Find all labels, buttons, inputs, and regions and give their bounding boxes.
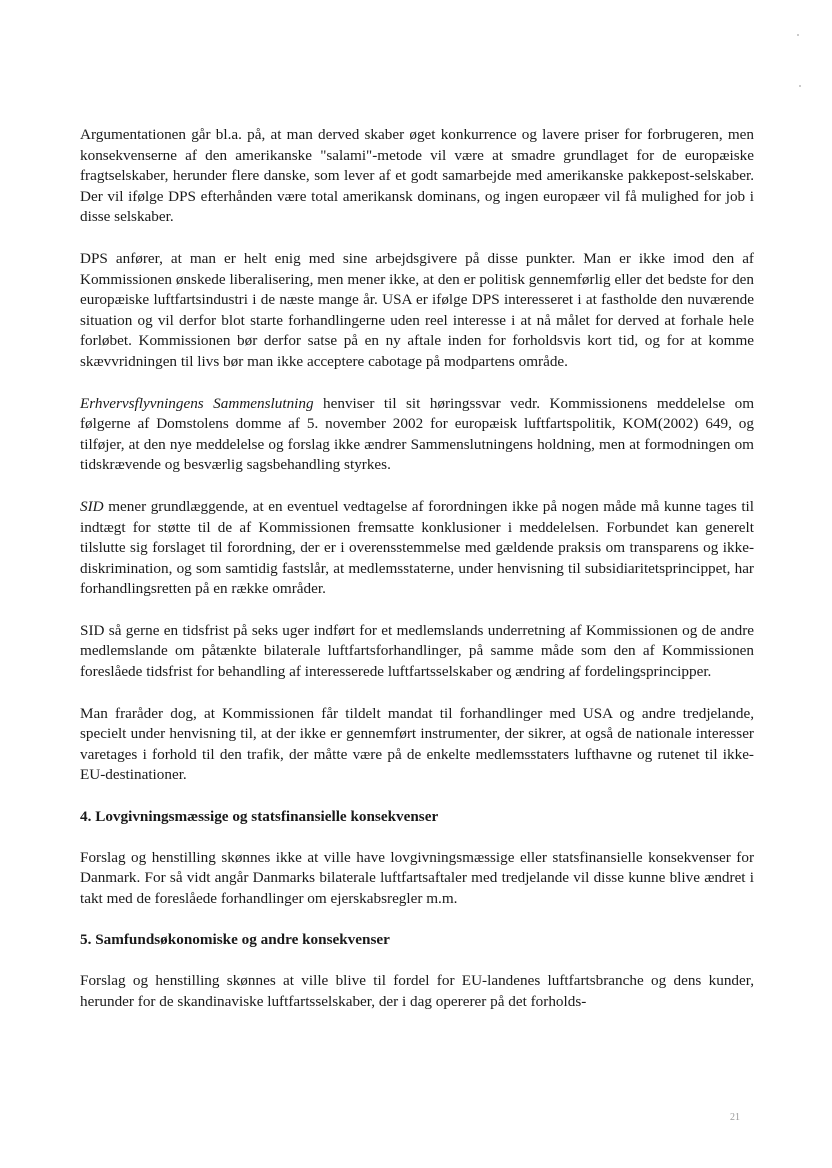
paragraph-argumentation: Argumentationen går bl.a. på, at man derved skaber øget konkurrence og lavere priser for forbrugeren, men konsekvenserne af den amerikanske "salami"-metode vil være at smadre grundlaget for de europæiske fragtselskaber, herunder flere danske, som lever af et godt samarbejde med amerikanske pakkepost-selskaber. Der vil ifølge DPS efterhånden være total amerikansk dominans, og ingen europæer vil få mulighed for job i disse selskaber. [80,126,754,226]
document-body [80,125,754,1012]
paragraph-text: henviser til sit høringssvar vedr. Kommissionens meddelelse om følgerne af Domstolens domme af 5. november 2002 for europæisk luftfartspolitik, KOM(2002) 649, og tilføjer, at den nye meddelelse og forslag ikke ændrer Sammenslutningens holdning, men at formodningen om tidskrævende og besværlig sagsbehandling styrkes. [80,394,755,474]
organization-name: SID [80,497,104,515]
paragraph-text: mener grundlæggende, at en eventuel vedtagelse af forordningen ikke på nogen måde må kunne tages til indtægt for støtte til de af Kommissionen fremsatte konklusioner i meddelelsen. Forbundet kan generelt tilslutte sig forslaget til forordning, der er i overensstemmelse med gældende praksis om transparens og ikke-diskrimination, og som samtidig fastslår, at medlemsstaterne, under henvisning til subsidiaritetsprincippet, har forhandlingsretten på en række områder. [80,497,754,598]
paragraph-sid [80,497,754,600]
scan-speck [797,34,799,36]
page-number: 21 [730,1112,740,1123]
paragraph-sid-deadline: SID så gerne en tidsfrist på seks uger indført for et medlemslands underretning af Kommissionen og de andre medlemslande om påtænkte bilaterale luftfartsforhandlinger, på samme måde som den af Kommissionen foreslåede tidsfrist for behandling af interesserede luftfartsselskaber og ændring af fordelingsprincipper. [80,621,754,681]
paragraph-mandate: Man fraråder dog, at Kommissionen får tildelt mandat til forhandlinger med USA og andre tredjelande, specielt under henvisning til, at der ikke er gennemført instrumenter, der sikrer, at også de nationale interesser varetages i forhold til den trafik, der måtte være på de enkelte medlemsstaters lufthavne og rutenet til ikke-EU-destinationer. [80,704,754,784]
section-4-text: Forslag og henstilling skønnes ikke at ville have lovgivningsmæssige eller statsfinansielle konsekvenser for Danmark. For så vidt angår Danmarks bilaterale luftfartsaftaler med tredjelande vil disse kunne blive ændret i takt med de foreslåede forhandlinger om ejerskabsregler m.m. [80,848,754,907]
section-5-heading: 5. Samfundsøkonomiske og andre konsekvenser [80,931,390,949]
organization-name: Erhvervsflyvningens Sammenslutning [80,394,314,412]
paragraph-dps: DPS anfører, at man er helt enig med sine arbejdsgivere på disse punkter. Man er ikke imod den af Kommissionen ønskede liberalisering, men mener ikke, at den er politisk gennemførlig eller det bedste for den europæiske luftfartsindustri i de næste mange år. USA er ifølge DPS interesseret i at fastholde den nuværende situation og vil derfor blot starte forhandlingerne uden reel interesse i at nå målet for derved at forhale hele forløbet. Kommissionen bør derfor satse på en ny aftale inden for forholdsvis kort tid, og for at komme skævvridningen til livs bør man ikke acceptere cabotage på modpartens område. [80,249,754,370]
section-4-heading: 4. Lovgivningsmæssige og statsfinansielle konsekvenser [80,808,439,826]
scan-speck [799,85,801,87]
section-5-text: Forslag og henstilling skønnes at ville blive til fordel for EU-landenes luftfartsbranche og dens kunder, herunder for de skandinaviske luftfartsselskaber, der i dag opererer på det forholds- [80,972,754,1010]
paragraph-erhvervsflyvning [80,394,754,476]
